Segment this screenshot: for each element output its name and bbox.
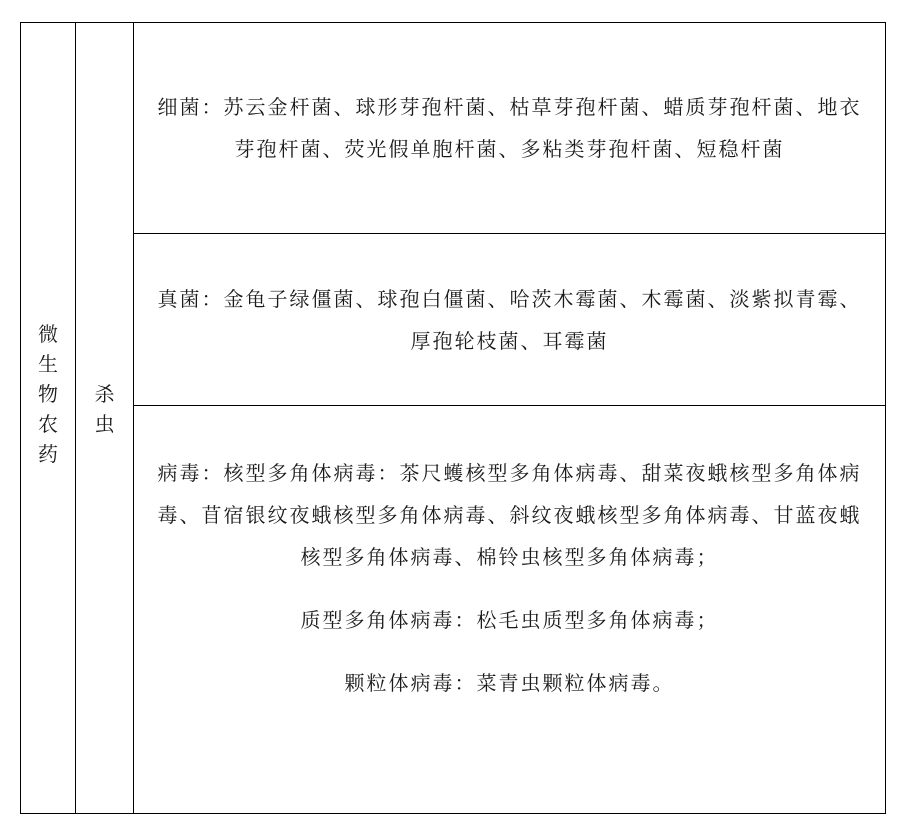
use-char: 杀 bbox=[94, 382, 115, 406]
pesticide-table bbox=[20, 22, 886, 814]
fungi-text: 真菌：金龟子绿僵菌、球孢白僵菌、哈茨木霉菌、木霉菌、淡紫拟青霉、厚孢轮枝菌、耳霉菌 bbox=[157, 286, 862, 353]
use-cell bbox=[76, 23, 134, 813]
use-char: 虫 bbox=[94, 412, 115, 436]
virus-gv-text: 颗粒体病毒：菜青虫颗粒体病毒。 bbox=[344, 671, 675, 695]
category-char: 生 bbox=[38, 352, 58, 376]
category-char: 药 bbox=[38, 442, 58, 466]
table-row-fungi bbox=[134, 234, 885, 406]
bacteria-text: 细菌：苏云金杆菌、球形芽孢杆菌、枯草芽孢杆菌、蜡质芽孢杆菌、地衣芽孢杆菌、荧光假单胞杆菌、多粘类芽孢杆菌、短稳杆菌 bbox=[157, 95, 862, 161]
category-cell bbox=[21, 23, 76, 813]
table-row-virus bbox=[134, 406, 885, 815]
table-row-bacteria bbox=[134, 23, 885, 234]
category-char: 农 bbox=[38, 412, 58, 436]
category-label bbox=[21, 319, 75, 469]
virus-cpv-text: 质型多角体病毒：松毛虫质型多角体病毒； bbox=[300, 608, 719, 632]
content-column bbox=[134, 23, 885, 813]
use-label bbox=[76, 379, 133, 439]
category-char: 微 bbox=[38, 322, 58, 346]
category-char: 物 bbox=[38, 382, 58, 406]
virus-npv-text: 病毒：核型多角体病毒：茶尺蠖核型多角体病毒、甜菜夜蛾核型多角体病毒、苜宿银纹夜蛾核型多角体病毒、斜纹夜蛾核型多角体病毒、甘蓝夜蛾核型多角体病毒、棉铃虫核型多角体病毒； bbox=[157, 461, 862, 569]
